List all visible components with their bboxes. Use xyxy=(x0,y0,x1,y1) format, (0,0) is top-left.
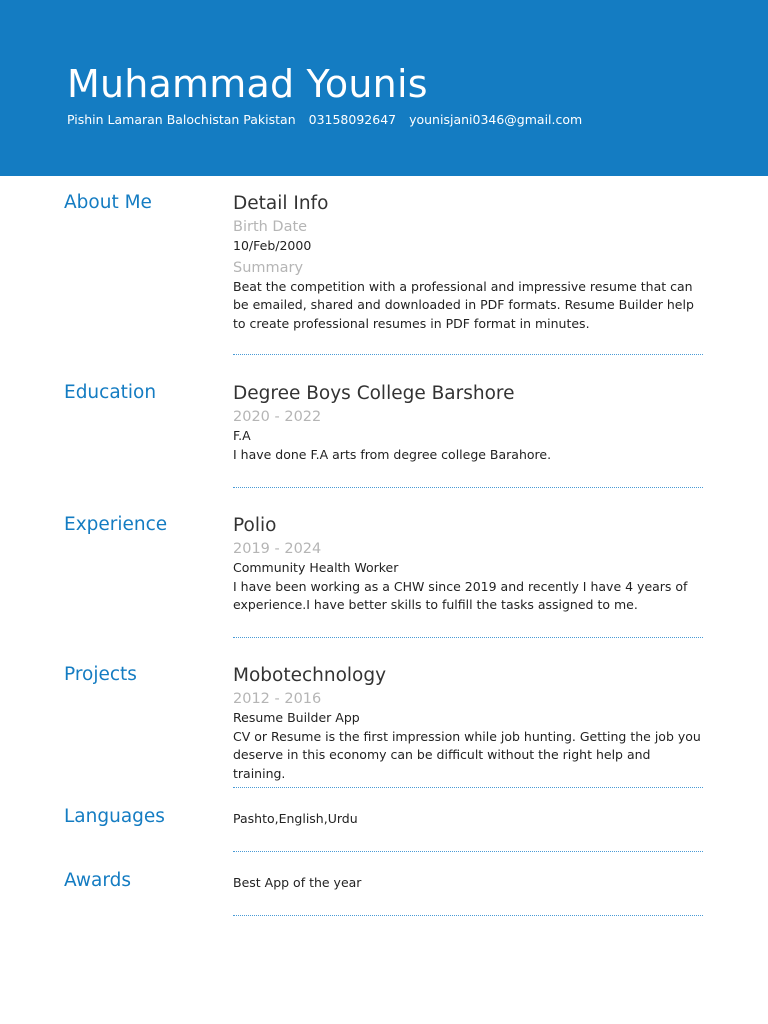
experience-heading: Polio xyxy=(233,515,277,536)
birth-date-value: 10/Feb/2000 xyxy=(233,238,312,253)
about-heading: Detail Info xyxy=(233,193,329,214)
education-dates: 2020 - 2022 xyxy=(233,409,322,425)
education-heading: Degree Boys College Barshore xyxy=(233,383,515,404)
project-heading: Mobotechnology xyxy=(233,665,387,686)
projects-content xyxy=(233,664,703,783)
section-divider xyxy=(233,787,703,788)
education-degree: F.A xyxy=(233,428,251,443)
awards-value: Best App of the year xyxy=(233,875,362,890)
languages-content xyxy=(233,810,703,829)
phone-text: 03158092647 xyxy=(308,112,397,127)
resume-header xyxy=(0,0,768,176)
project-description: CV or Resume is the first impression while job hunting. Getting the job you deserve in this economy can be difficult without the right help and training. xyxy=(233,728,701,781)
section-divider xyxy=(233,487,703,488)
email-text: younisjani0346@gmail.com xyxy=(409,112,583,127)
section-divider xyxy=(233,354,703,355)
summary-label: Summary xyxy=(233,259,304,276)
section-title-languages: Languages xyxy=(64,806,165,827)
address-text: Pishin Lamaran Balochistan Pakistan xyxy=(67,112,296,127)
section-title-about: About Me xyxy=(64,192,152,213)
project-dates: 2012 - 2016 xyxy=(233,691,322,707)
education-description: I have done F.A arts from degree college Barahore. xyxy=(233,446,552,462)
section-title-education: Education xyxy=(64,382,157,403)
languages-value: Pashto,English,Urdu xyxy=(233,811,358,826)
awards-content xyxy=(233,874,703,893)
experience-dates: 2019 - 2024 xyxy=(233,541,322,557)
experience-role: Community Health Worker xyxy=(233,560,399,575)
section-divider xyxy=(233,915,703,916)
section-divider xyxy=(233,637,703,638)
education-content xyxy=(233,382,703,464)
section-title-projects: Projects xyxy=(64,664,137,685)
summary-text: Beat the competition with a professional and impressive resume that can be emailed, shared and downloaded in PDF formats. Resume Builder help to create professional resumes in PDF format in minutes. xyxy=(233,278,694,331)
project-name: Resume Builder App xyxy=(233,710,360,725)
birth-date-label: Birth Date xyxy=(233,219,308,235)
experience-content xyxy=(233,514,703,615)
section-divider xyxy=(233,851,703,852)
section-title-experience: Experience xyxy=(64,514,168,535)
contact-line xyxy=(67,112,591,127)
candidate-name: Muhammad Younis xyxy=(67,62,428,106)
about-content xyxy=(233,192,703,333)
section-title-awards: Awards xyxy=(64,870,132,891)
experience-description: I have been working as a CHW since 2019 and recently I have 4 years of experience.I have better skills to fulfill the tasks assigned to me. xyxy=(233,578,688,612)
